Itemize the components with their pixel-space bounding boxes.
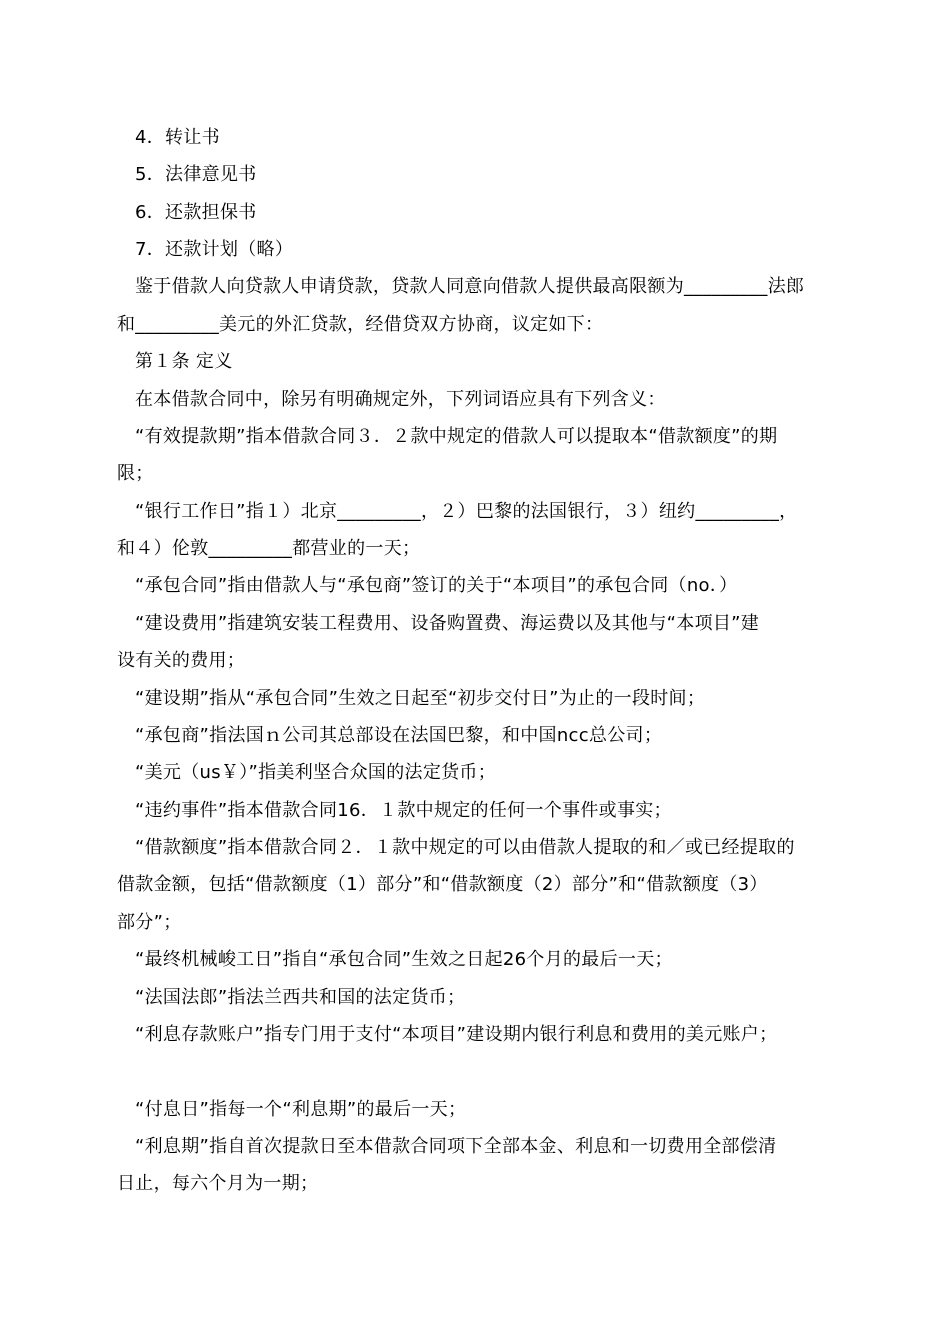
intro-paragraph-line-2: 和_________美元的外汇贷款，经借贷双方协商，议定如下：: [117, 314, 604, 335]
definition-line: 限；: [117, 463, 154, 484]
attachment-item-4: 4．转让书: [135, 127, 220, 148]
attachment-item-7: 7．还款计划（略）: [135, 239, 294, 260]
definition-line: “承包商”指法国ｎ公司其总部设在法国巴黎，和中国ncc总公司；: [135, 725, 663, 746]
article-lead: 在本借款合同中，除另有明确规定外，下列词语应具有下列含义：: [135, 389, 666, 410]
definition-line: “利息存款账户”指专门用于支付“本项目”建设期内银行利息和费用的美元账户；: [135, 1024, 778, 1045]
definition-line: 和４）伦敦_________都营业的一天；: [117, 538, 421, 559]
definition-line: 借款金额，包括“借款额度（1）部分”和“借款额度（2）部分”和“借款额度（3）: [117, 874, 768, 895]
definition-line: “美元（us￥）”指美利坚合众国的法定货币；: [135, 762, 497, 783]
attachment-item-6: 6．还款担保书: [135, 202, 257, 223]
intro-paragraph-line-1: 鉴于借款人向贷款人申请贷款，贷款人同意向借款人提供最高限额为_________法郎: [135, 276, 805, 297]
definition-line: “建设费用”指建筑安装工程费用、设备购置费、海运费以及其他与“本项目”建: [135, 613, 760, 634]
definition-line: “利息期”指自首次提款日至本借款合同项下全部本金、利息和一切费用全部偿清: [135, 1136, 777, 1157]
definition-line: “承包合同”指由借款人与“承包商”签订的关于“本项目”的承包合同（no．）: [135, 575, 738, 596]
definition-line: “借款额度”指本借款合同２．１款中规定的可以由借款人提取的和／或已经提取的: [135, 837, 795, 858]
definition-line: “建设期”指从“承包合同”生效之日起至“初步交付日”为止的一段时间；: [135, 688, 706, 709]
definition-line: 日止，每六个月为一期；: [117, 1173, 319, 1194]
definition-line: “有效提款期”指本借款合同３．２款中规定的借款人可以提取本“借款额度”的期: [135, 426, 778, 447]
definition-line: 部分”；: [117, 912, 182, 933]
definition-line: “违约事件”指本借款合同16．１款中规定的任何一个事件或事实；: [135, 800, 672, 821]
definition-line: 设有关的费用；: [117, 650, 246, 671]
article-title: 第１条 定义: [135, 351, 233, 372]
definition-line: “付息日”指每一个“利息期”的最后一天；: [135, 1099, 467, 1120]
attachment-item-5: 5．法律意见书: [135, 164, 257, 185]
definition-line: “法国法郎”指法兰西共和国的法定货币；: [135, 987, 466, 1008]
definition-line: “银行工作日”指１）北京_________，２）巴黎的法国银行，３）纽约_________，: [135, 501, 798, 522]
definition-line: “最终机械峻工日”指自“承包合同”生效之日起26个月的最后一天；: [135, 949, 673, 970]
